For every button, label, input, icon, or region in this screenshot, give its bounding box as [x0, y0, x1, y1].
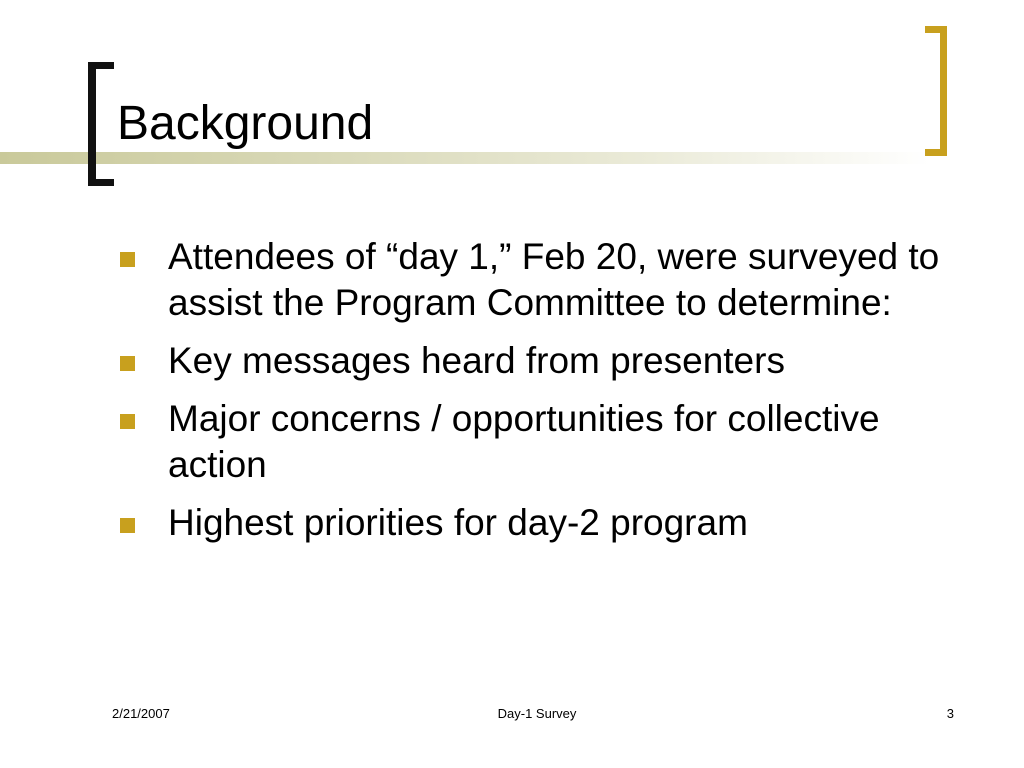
slide-title: Background — [117, 97, 374, 150]
bullet-text: Key messages heard from presenters — [168, 340, 785, 381]
footer-date: 2/21/2007 — [112, 706, 170, 721]
bullet-item — [120, 500, 970, 546]
bullet-text: Major concerns / opportunities for collective action — [168, 398, 880, 485]
square-bullet-icon — [120, 252, 135, 267]
bullet-text: Attendees of “day 1,” Feb 20, were surveyed to assist the Program Committee to determine: — [168, 236, 940, 323]
square-bullet-icon — [120, 518, 135, 533]
page-number: 3 — [946, 706, 954, 721]
square-bullet-icon — [120, 414, 135, 429]
bullet-item — [120, 396, 970, 488]
title-rule — [0, 152, 930, 164]
left-bracket-decoration — [88, 62, 114, 186]
square-bullet-icon — [120, 356, 135, 371]
footer-title: Day-1 Survey — [497, 706, 577, 721]
bullet-item — [120, 338, 970, 384]
bullet-text: Highest priorities for day-2 program — [168, 502, 748, 543]
bullet-item — [120, 234, 970, 326]
right-bracket-decoration — [925, 26, 947, 156]
bullet-list — [120, 234, 970, 558]
